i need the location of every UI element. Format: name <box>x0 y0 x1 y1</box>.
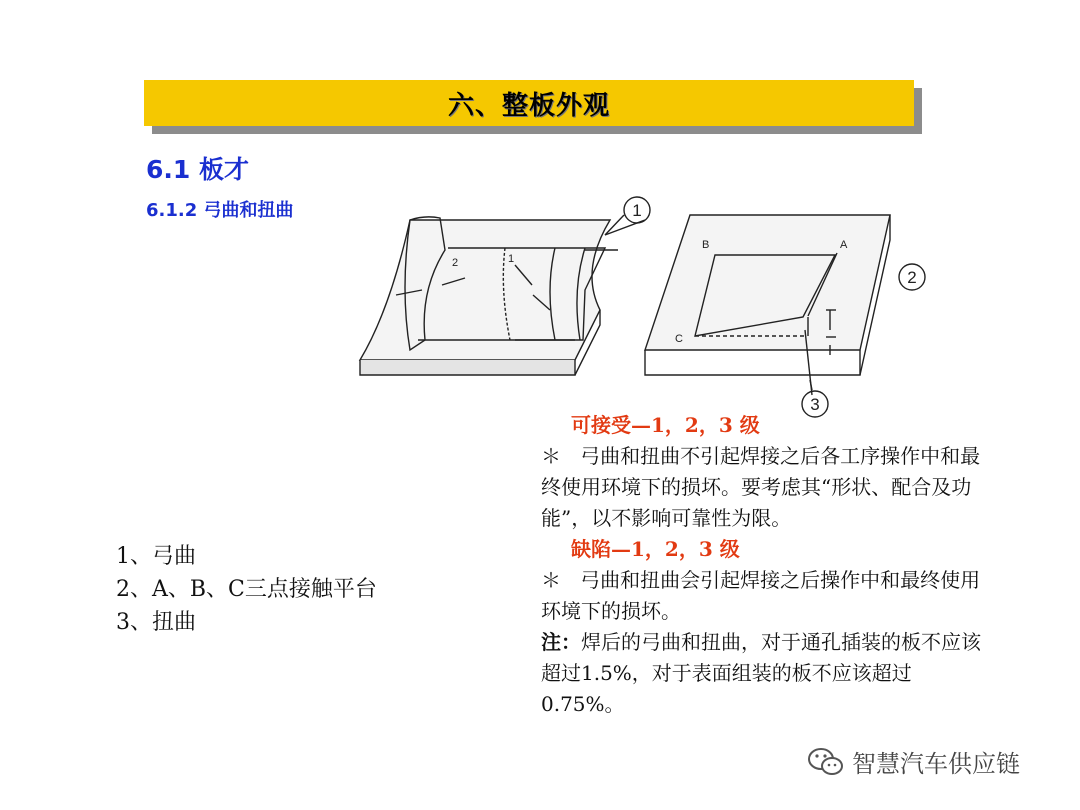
inner-label-2: 2 <box>452 257 459 269</box>
criteria-text <box>541 410 981 720</box>
subsection-heading: 6.1.2 弓曲和扭曲 <box>146 200 294 221</box>
bow-twist-figure <box>350 190 917 420</box>
watermark-text: 智慧汽车供应链 <box>852 750 1020 778</box>
callout-3-label: 3 <box>810 395 820 414</box>
section-heading: 6.1 板才 <box>146 155 249 184</box>
watermark <box>806 744 1020 779</box>
acceptable-paragraph <box>541 441 981 534</box>
legend-item: 3、扭曲 <box>116 610 196 635</box>
acceptable-text: 弓曲和扭曲不引起焊接之后各工序操作中和最终使用环境下的损坏。要考虑其“形状、配合及功能”，以不影响可靠性为限。 <box>541 444 981 530</box>
title-bar <box>144 80 914 126</box>
point-b-label: B <box>702 239 710 251</box>
twist-board-drawing <box>645 215 890 395</box>
wechat-icon <box>806 745 846 779</box>
bow-board-drawing <box>360 217 645 375</box>
inner-label-1: 1 <box>508 253 515 265</box>
note-label: 注： <box>541 630 581 654</box>
defect-text: 弓曲和扭曲会引起焊接之后操作中和最终使用环境下的损坏。 <box>541 568 981 623</box>
legend-item: 1、弓曲 <box>116 544 196 569</box>
callout-2-label: 2 <box>907 268 917 287</box>
acceptable-heading: 可接受—1，2，3 级 <box>571 413 760 437</box>
note-paragraph <box>541 627 981 720</box>
legend-list <box>116 540 377 639</box>
page-title: 六、整板外观 <box>447 90 610 121</box>
legend-item: 2、A、B、C三点接触平台 <box>116 577 377 602</box>
defect-heading: 缺陷—1，2，3 级 <box>571 537 740 561</box>
defect-bullet: ＊ <box>541 568 561 592</box>
point-c-label: C <box>675 333 683 345</box>
defect-paragraph <box>541 565 981 627</box>
note-text: 焊后的弓曲和扭曲，对于通孔插装的板不应该超过1.5%，对于表面组装的板不应该超过0.75%。 <box>541 630 981 716</box>
point-a-label: A <box>840 239 848 251</box>
acceptable-bullet: ＊ <box>541 444 561 468</box>
callout-1-label: 1 <box>632 201 642 220</box>
